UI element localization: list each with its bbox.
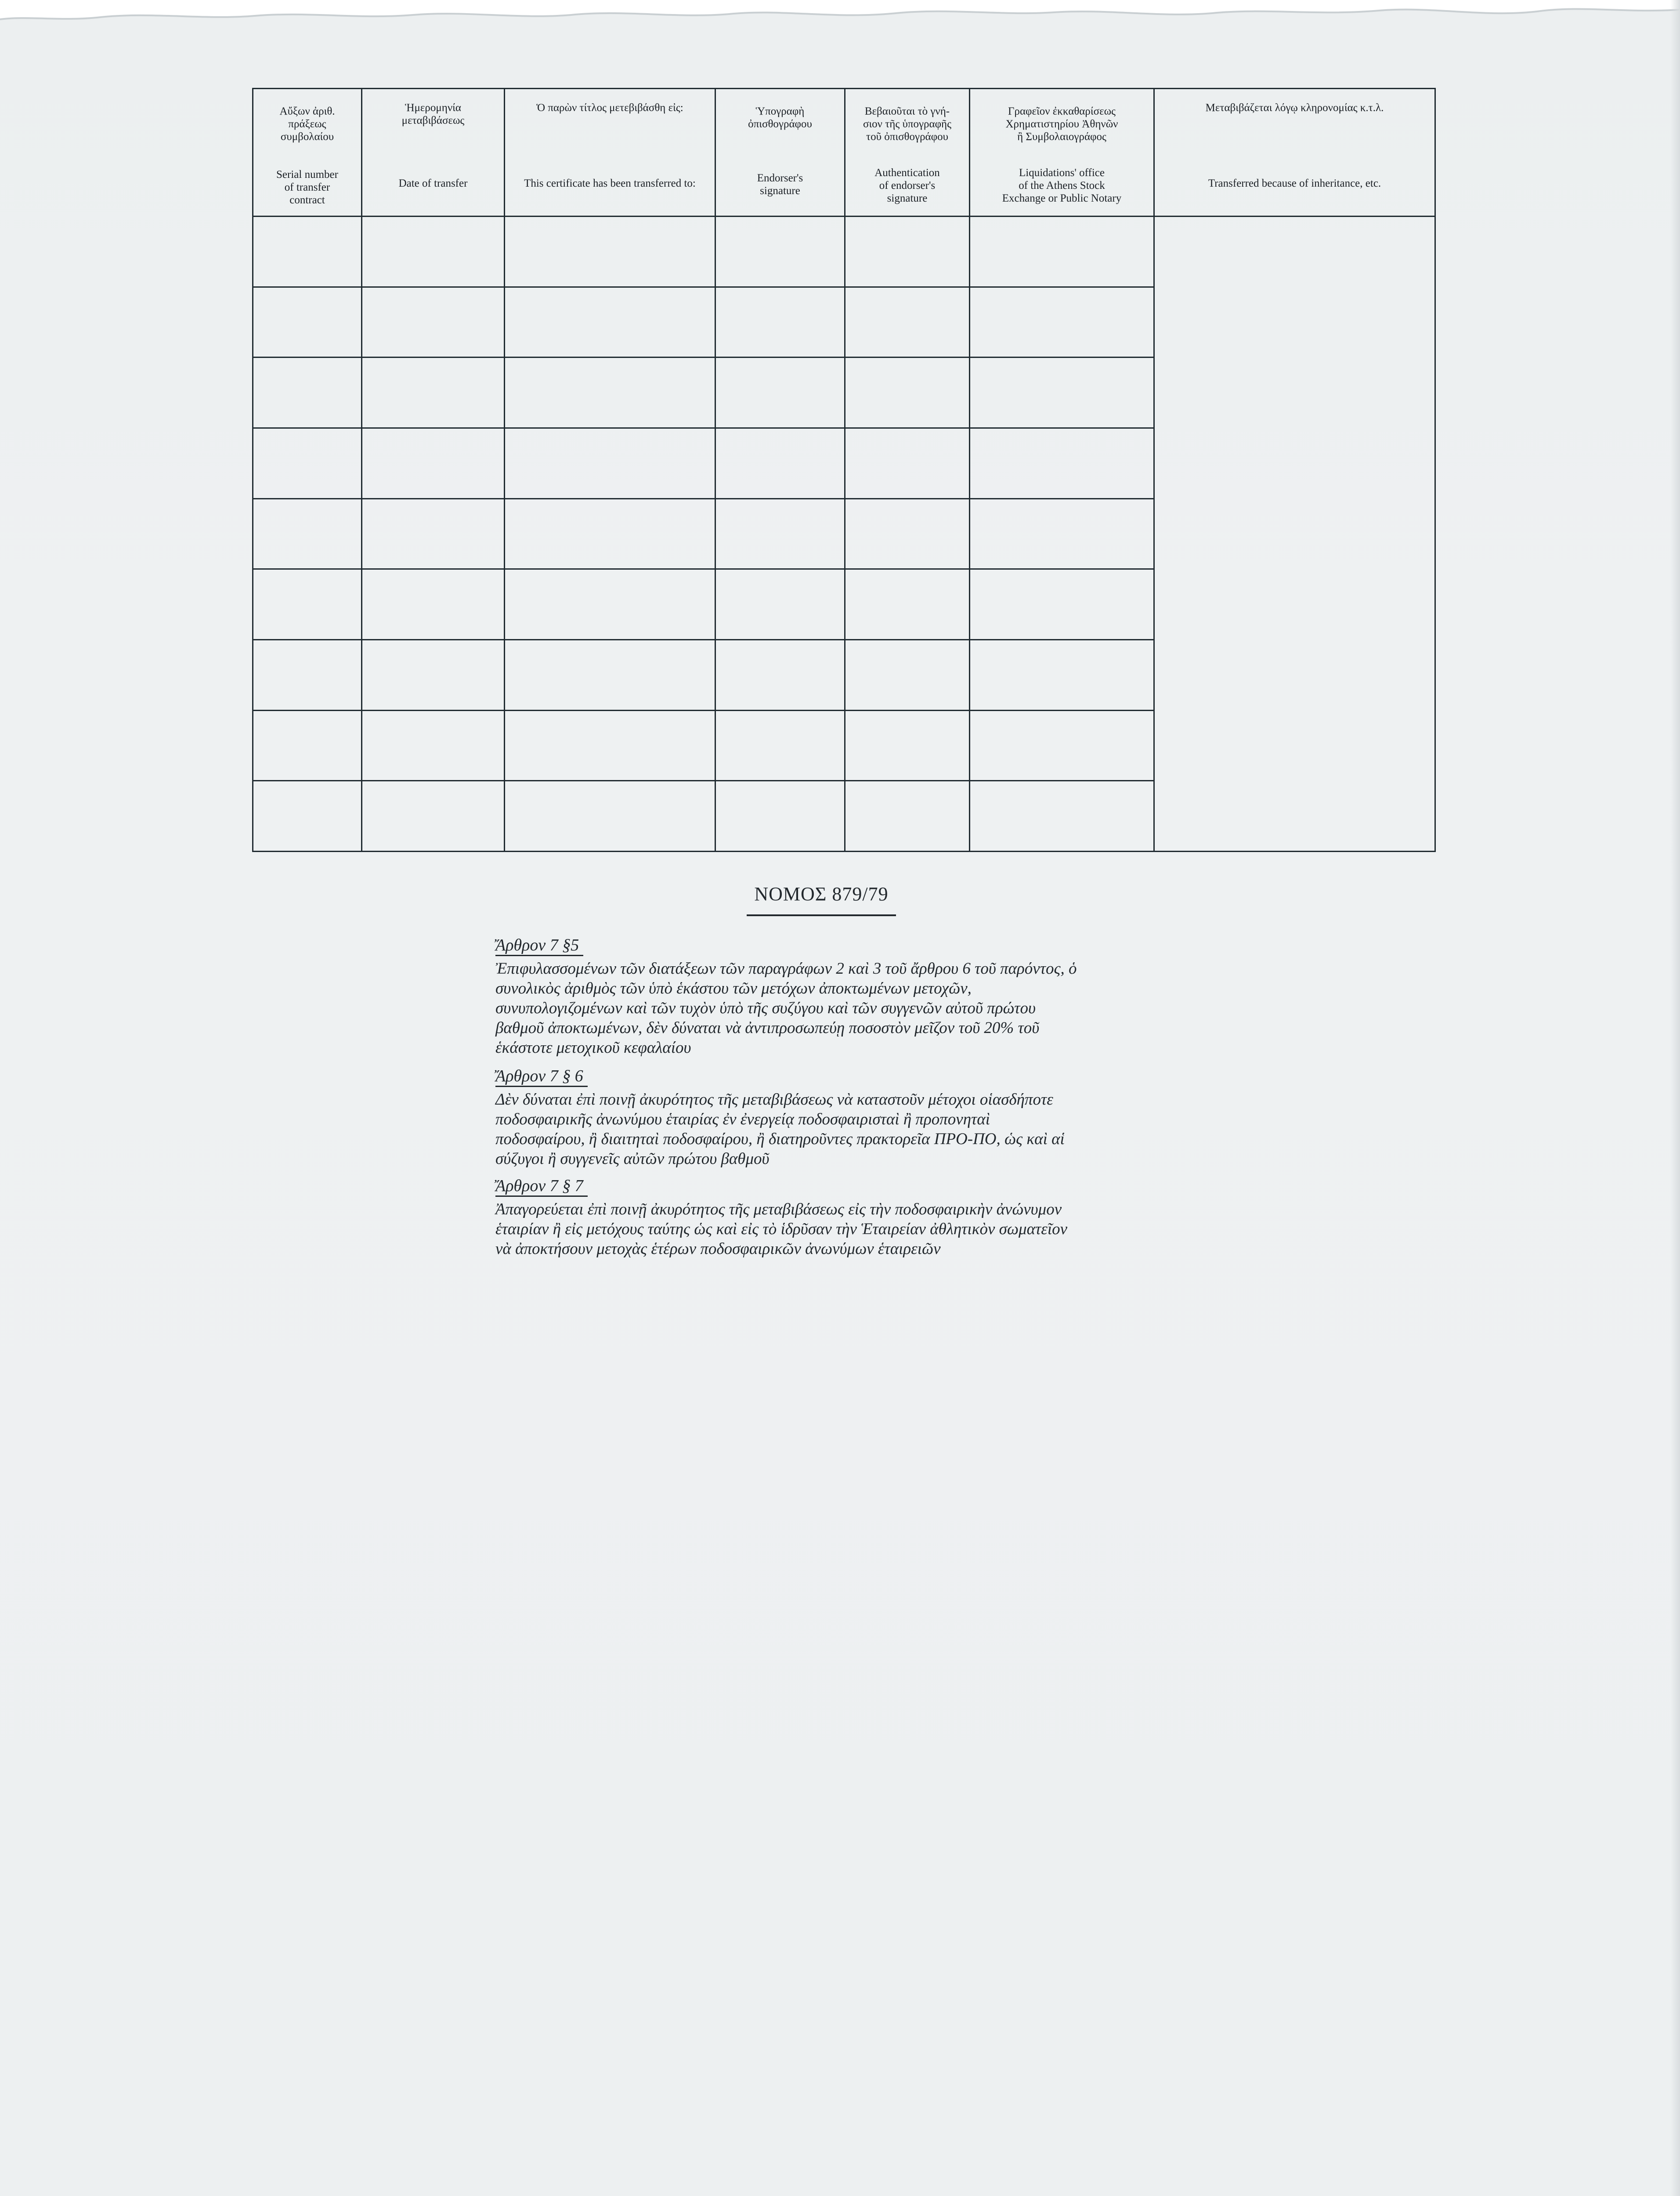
article-body <box>495 1199 1207 1259</box>
cell-serial-number[interactable] <box>253 287 362 358</box>
header-liquidations-office-english: Liquidations' office of the Athens Stock Exchange or Public Notary <box>1002 167 1122 204</box>
article-line: σύζυγοι ἢ συγγενεῖς αὐτῶν πρώτου βαθμοῦ <box>495 1150 770 1168</box>
cell-serial-number[interactable] <box>253 640 362 711</box>
cell-transferred-to[interactable] <box>505 640 715 711</box>
cell-serial-number[interactable] <box>253 498 362 569</box>
cell-transfer-date[interactable] <box>362 569 505 640</box>
cell-transferred-to[interactable] <box>505 217 715 287</box>
cell-serial-number[interactable] <box>253 217 362 287</box>
article-line: νὰ ἀποκτήσουν μετοχὰς ἑτέρων ποδοσφαιρικῶν ἀνωνύμων ἑταιρειῶν <box>495 1240 941 1258</box>
cell-serial-number[interactable] <box>253 569 362 640</box>
article-line: ἑταιρίαν ἢ εἰς μετόχους ταύτης ὡς καὶ εἰς τὸ ἱδρῦσαν τὴν Ἑταιρείαν ἀθλητικὸν σωματεῖον <box>495 1220 1068 1238</box>
header-transfer-date <box>362 89 505 217</box>
cell-inheritance-merged[interactable] <box>1154 217 1435 852</box>
article-7-6 <box>495 1066 1207 1169</box>
header-transfer-date-english: Date of transfer <box>398 177 468 189</box>
cell-endorser-signature[interactable] <box>715 358 845 428</box>
header-endorser-signature <box>715 89 845 217</box>
article-heading: Ἄρθρον 7 §5 <box>495 935 583 956</box>
cell-authentication[interactable] <box>845 781 970 852</box>
header-serial-number-greek: Αὔξων ἀριθ. πράξεως συμβολαίου <box>279 105 335 143</box>
header-transferred-to-english: This certificate has been transferred to: <box>524 177 696 189</box>
cell-liquidations-office[interactable] <box>970 640 1154 711</box>
article-heading: Ἄρθρον 7 § 6 <box>495 1066 588 1087</box>
cell-liquidations-office[interactable] <box>970 287 1154 358</box>
header-authentication-greek: Βεβαιοῦται τὸ γνή- σιον τῆς ὑπογραφῆς τοῦ ὀπισθογράφου <box>863 105 952 143</box>
cell-transfer-date[interactable] <box>362 358 505 428</box>
article-line: ποδοσφαιρικῆς ἀνωνύμου ἑταιρίας ἐν ἐνεργείᾳ ποδοσφαιρισταὶ ἢ προπονηταὶ <box>495 1110 990 1128</box>
cell-endorser-signature[interactable] <box>715 217 845 287</box>
cell-transferred-to[interactable] <box>505 569 715 640</box>
header-endorser-signature-english: Endorser's signature <box>757 172 803 197</box>
cell-transferred-to[interactable] <box>505 428 715 499</box>
cell-transfer-date[interactable] <box>362 781 505 852</box>
cell-transferred-to[interactable] <box>505 358 715 428</box>
cell-authentication[interactable] <box>845 358 970 428</box>
article-line: συνολικὸς ἀριθμὸς τῶν ὑπὸ ἑκάστου τῶν μετόχων ἀποκτωμένων μετοχῶν, <box>495 979 972 997</box>
cell-liquidations-office[interactable] <box>970 781 1154 852</box>
header-serial-number-english: Serial number of transfer contract <box>276 169 338 206</box>
cell-endorser-signature[interactable] <box>715 710 845 781</box>
cell-transferred-to[interactable] <box>505 498 715 569</box>
law-title: ΝΟΜΟΣ 879/79 <box>754 883 889 905</box>
article-7-7 <box>495 1176 1207 1259</box>
cell-serial-number[interactable] <box>253 428 362 499</box>
cell-serial-number[interactable] <box>253 358 362 428</box>
header-liquidations-office-greek: Γραφεῖον ἐκκαθαρίσεως Χρηματιστηρίου Ἀθηνῶν ἢ Συμβολαιογράφος <box>1005 105 1118 143</box>
header-endorser-signature-greek: Ὑπογραφὴ ὀπισθογράφου <box>748 105 812 130</box>
header-inheritance-greek: Μεταβιβάζεται λόγῳ κληρονομίας κ.τ.λ. <box>1205 102 1384 114</box>
cell-endorser-signature[interactable] <box>715 781 845 852</box>
cell-endorser-signature[interactable] <box>715 287 845 358</box>
cell-liquidations-office[interactable] <box>970 569 1154 640</box>
article-7-5 <box>495 935 1207 1058</box>
cell-authentication[interactable] <box>845 710 970 781</box>
cell-authentication[interactable] <box>845 498 970 569</box>
cell-serial-number[interactable] <box>253 710 362 781</box>
article-line: ἑκάστοτε μετοχικοῦ κεφαλαίου <box>495 1039 691 1057</box>
header-liquidations-office <box>970 89 1154 217</box>
cell-transfer-date[interactable] <box>362 287 505 358</box>
article-body <box>495 959 1207 1058</box>
table-header-row <box>253 89 1435 217</box>
cell-authentication[interactable] <box>845 640 970 711</box>
cell-transfer-date[interactable] <box>362 217 505 287</box>
header-transferred-to <box>505 89 715 217</box>
header-serial-number <box>253 89 362 217</box>
cell-serial-number[interactable] <box>253 781 362 852</box>
cell-liquidations-office[interactable] <box>970 217 1154 287</box>
article-line: συνυπολογιζομένων καὶ τῶν τυχὸν ὑπὸ τῆς συζύγου καὶ τῶν συγγενῶν αὐτοῦ πρώτου <box>495 999 1036 1017</box>
cell-liquidations-office[interactable] <box>970 358 1154 428</box>
cell-authentication[interactable] <box>845 217 970 287</box>
header-authentication-english: Authentication of endorser's signature <box>874 167 940 204</box>
transfer-record-table <box>252 88 1436 852</box>
cell-transferred-to[interactable] <box>505 781 715 852</box>
torn-top-edge <box>0 0 1680 40</box>
cell-authentication[interactable] <box>845 428 970 499</box>
cell-authentication[interactable] <box>845 287 970 358</box>
cell-transferred-to[interactable] <box>505 710 715 781</box>
cell-liquidations-office[interactable] <box>970 498 1154 569</box>
law-title-underline <box>747 914 896 916</box>
header-inheritance <box>1154 89 1435 217</box>
article-line: βαθμοῦ ἀποκτωμένων, δὲν δύναται νὰ ἀντιπροσωπεύῃ ποσοστὸν μεῖζον τοῦ 20% τοῦ <box>495 1019 1040 1037</box>
cell-endorser-signature[interactable] <box>715 428 845 499</box>
header-inheritance-english: Transferred because of inheritance, etc. <box>1208 177 1381 189</box>
cell-transfer-date[interactable] <box>362 710 505 781</box>
article-line: Δὲν δύναται ἐπὶ ποινῇ ἀκυρότητος τῆς μεταβιβάσεως νὰ καταστοῦν μέτοχοι οἱασδήποτε <box>495 1091 1053 1109</box>
cell-transfer-date[interactable] <box>362 640 505 711</box>
cell-liquidations-office[interactable] <box>970 710 1154 781</box>
header-authentication <box>845 89 970 217</box>
cell-authentication[interactable] <box>845 569 970 640</box>
cell-endorser-signature[interactable] <box>715 569 845 640</box>
table-row <box>253 217 1435 287</box>
page-right-edge-shadow <box>1670 0 1680 2196</box>
header-transferred-to-greek: Ὁ παρὼν τίτλος μετεβιβάσθη εἰς: <box>536 102 683 114</box>
cell-liquidations-office[interactable] <box>970 428 1154 499</box>
article-line: Ἐπιφυλασσομένων τῶν διατάξεων τῶν παραγράφων 2 καὶ 3 τοῦ ἄρθρου 6 τοῦ παρόντος, ὁ <box>495 960 1077 978</box>
cell-transfer-date[interactable] <box>362 498 505 569</box>
cell-transferred-to[interactable] <box>505 287 715 358</box>
cell-endorser-signature[interactable] <box>715 640 845 711</box>
header-transfer-date-greek: Ἡμερομηνία μεταβιβάσεως <box>401 102 465 126</box>
cell-transfer-date[interactable] <box>362 428 505 499</box>
article-line: Ἀπαγορεύεται ἐπὶ ποινῇ ἀκυρότητος τῆς μεταβιβάσεως εἰς τὴν ποδοσφαιρικὴν ἀνώνυμον <box>495 1200 1062 1218</box>
article-line: ποδοσφαίρου, ἢ διαιτηταὶ ποδοσφαίρου, ἢ διατηροῦντες πρακτορεῖα ΠΡΟ-ΠΟ, ὡς καὶ αἱ <box>495 1130 1065 1148</box>
article-body <box>495 1090 1207 1169</box>
cell-endorser-signature[interactable] <box>715 498 845 569</box>
article-heading: Ἄρθρον 7 § 7 <box>495 1176 588 1197</box>
